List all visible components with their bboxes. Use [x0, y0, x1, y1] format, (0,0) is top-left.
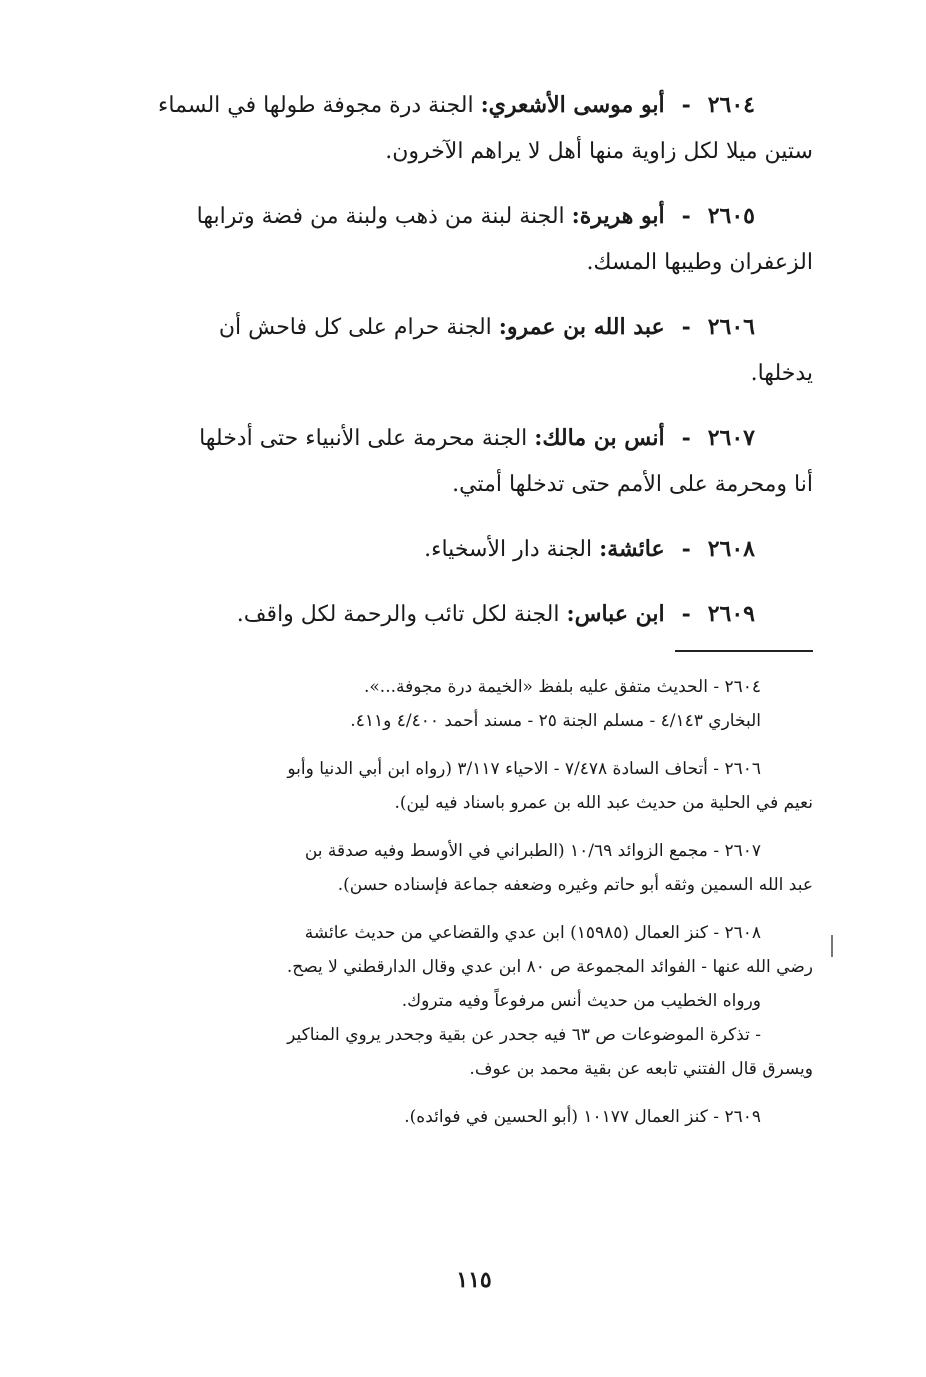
footnote — [135, 670, 813, 738]
hadith-narrator: عبد الله بن عمرو: — [498, 314, 665, 340]
footnote-line: ٢٦٠٦ - أتحاف السادة ٧/٤٧٨ - الاحياء ٣/١١٧ (رواه ابن أبي الدنيا وأبو — [287, 759, 761, 779]
hadith-narrator: ابن عباس: — [566, 601, 665, 627]
footnote-line: ويسرق قال الفتني تابعه عن بقية محمد بن عوف. — [469, 1059, 813, 1079]
hadith-text: الجنة محرمة على الأنبياء حتى أدخلها — [199, 426, 528, 451]
hadith-narrator: عائشة: — [599, 536, 665, 562]
footnote-line: ٢٦٠٩ - كنز العمال ١٠١٧٧ (أبو الحسين في فوائده). — [404, 1107, 761, 1127]
hadith-text: الجنة لكل تائب والرحمة لكل واقف. — [236, 602, 560, 627]
hadith-first-line — [135, 304, 813, 351]
hadith-text-continued: ستين ميلا لكل زاوية منها أهل لا يراهم الآخرون. — [385, 139, 813, 164]
hadith-number: ٢٦٠٧ — [707, 425, 755, 451]
separator-dash: - — [681, 92, 691, 118]
hadith-text-continued: يدخلها. — [750, 361, 813, 386]
hadith-first-line — [135, 415, 813, 462]
hadith-text: الجنة درة مجوفة طولها في السماء — [158, 93, 474, 118]
margin-mark — [831, 935, 833, 957]
footnote-line: ورواه الخطيب من حديث أنس مرفوعاً وفيه متروك. — [401, 991, 761, 1011]
hadith-text: الجنة لبنة من ذهب ولبنة من فضة وترابها — [196, 204, 565, 229]
hadith-narrator: أنس بن مالك: — [534, 425, 665, 451]
hadith-text-continued: أنا ومحرمة على الأمم حتى تدخلها أمتي. — [452, 472, 813, 497]
hadith-entry — [135, 193, 813, 286]
separator-dash: - — [681, 425, 691, 451]
hadith-number: ٢٦٠٤ — [707, 92, 755, 118]
hadith-number: ٢٦٠٥ — [707, 203, 755, 229]
hadith-entry — [135, 415, 813, 508]
footnote-divider — [675, 650, 813, 652]
hadith-first-line — [135, 82, 813, 129]
hadith-number: ٢٦٠٩ — [707, 601, 755, 627]
hadith-first-line — [135, 193, 813, 240]
page-number: ١١٥ — [456, 1267, 492, 1293]
hadith-number: ٢٦٠٦ — [707, 314, 755, 340]
footnote — [135, 916, 813, 1086]
footnote-line: البخاري ٤/١٤٣ - مسلم الجنة ٢٥ - مسند أحمد ٤/٤٠٠ و٤١١. — [350, 711, 761, 731]
hadith-entry — [135, 526, 813, 573]
footnote-line: ٢٦٠٨ - كنز العمال (١٥٩٨٥) ابن عدي والقضاعي من حديث عائشة — [304, 923, 761, 943]
separator-dash: - — [681, 314, 691, 340]
hadith-text-continued: الزعفران وطيبها المسك. — [586, 250, 813, 275]
separator-dash: - — [681, 536, 691, 562]
separator-dash: - — [681, 203, 691, 229]
hadith-number: ٢٦٠٨ — [707, 536, 755, 562]
hadith-narrator: أبو موسى الأشعري: — [480, 92, 665, 118]
footnote-line: نعيم في الحلية من حديث عبد الله بن عمرو باسناد فيه لين). — [394, 793, 813, 813]
hadith-entry — [135, 82, 813, 175]
footnote-line: ٢٦٠٧ - مجمع الزوائد ١٠/٦٩ (الطبراني في الأوسط وفيه صدقة بن — [304, 841, 761, 861]
footnote-line: رضي الله عنها - الفوائد المجموعة ص ٨٠ ابن عدي وقال الدارقطني لا يصح. — [286, 957, 813, 977]
footnote — [135, 752, 813, 820]
footnote — [135, 834, 813, 902]
hadith-text: الجنة حرام على كل فاحش أن — [218, 315, 492, 340]
footnote — [135, 1100, 813, 1134]
hadith-text: الجنة دار الأسخياء. — [424, 537, 593, 562]
separator-dash: - — [681, 601, 691, 627]
book-page — [135, 82, 813, 1322]
hadith-first-line — [135, 526, 813, 573]
footnotes-section — [135, 670, 813, 1148]
footnote-line: - تذكرة الموضوعات ص ٦٣ فيه جحدر عن بقية وجحدر يروي المناكير — [287, 1025, 761, 1045]
hadith-first-line — [135, 591, 813, 638]
hadith-entry — [135, 591, 813, 638]
hadith-narrator: أبو هريرة: — [571, 203, 665, 229]
hadith-entry — [135, 304, 813, 397]
footnote-line: ٢٦٠٤ - الحديث متفق عليه بلفظ «الخيمة درة مجوفة...». — [363, 677, 761, 697]
footnote-line: عبد الله السمين وثقه أبو حاتم وغيره وضعفه جماعة فإسناده حسن). — [337, 875, 813, 895]
